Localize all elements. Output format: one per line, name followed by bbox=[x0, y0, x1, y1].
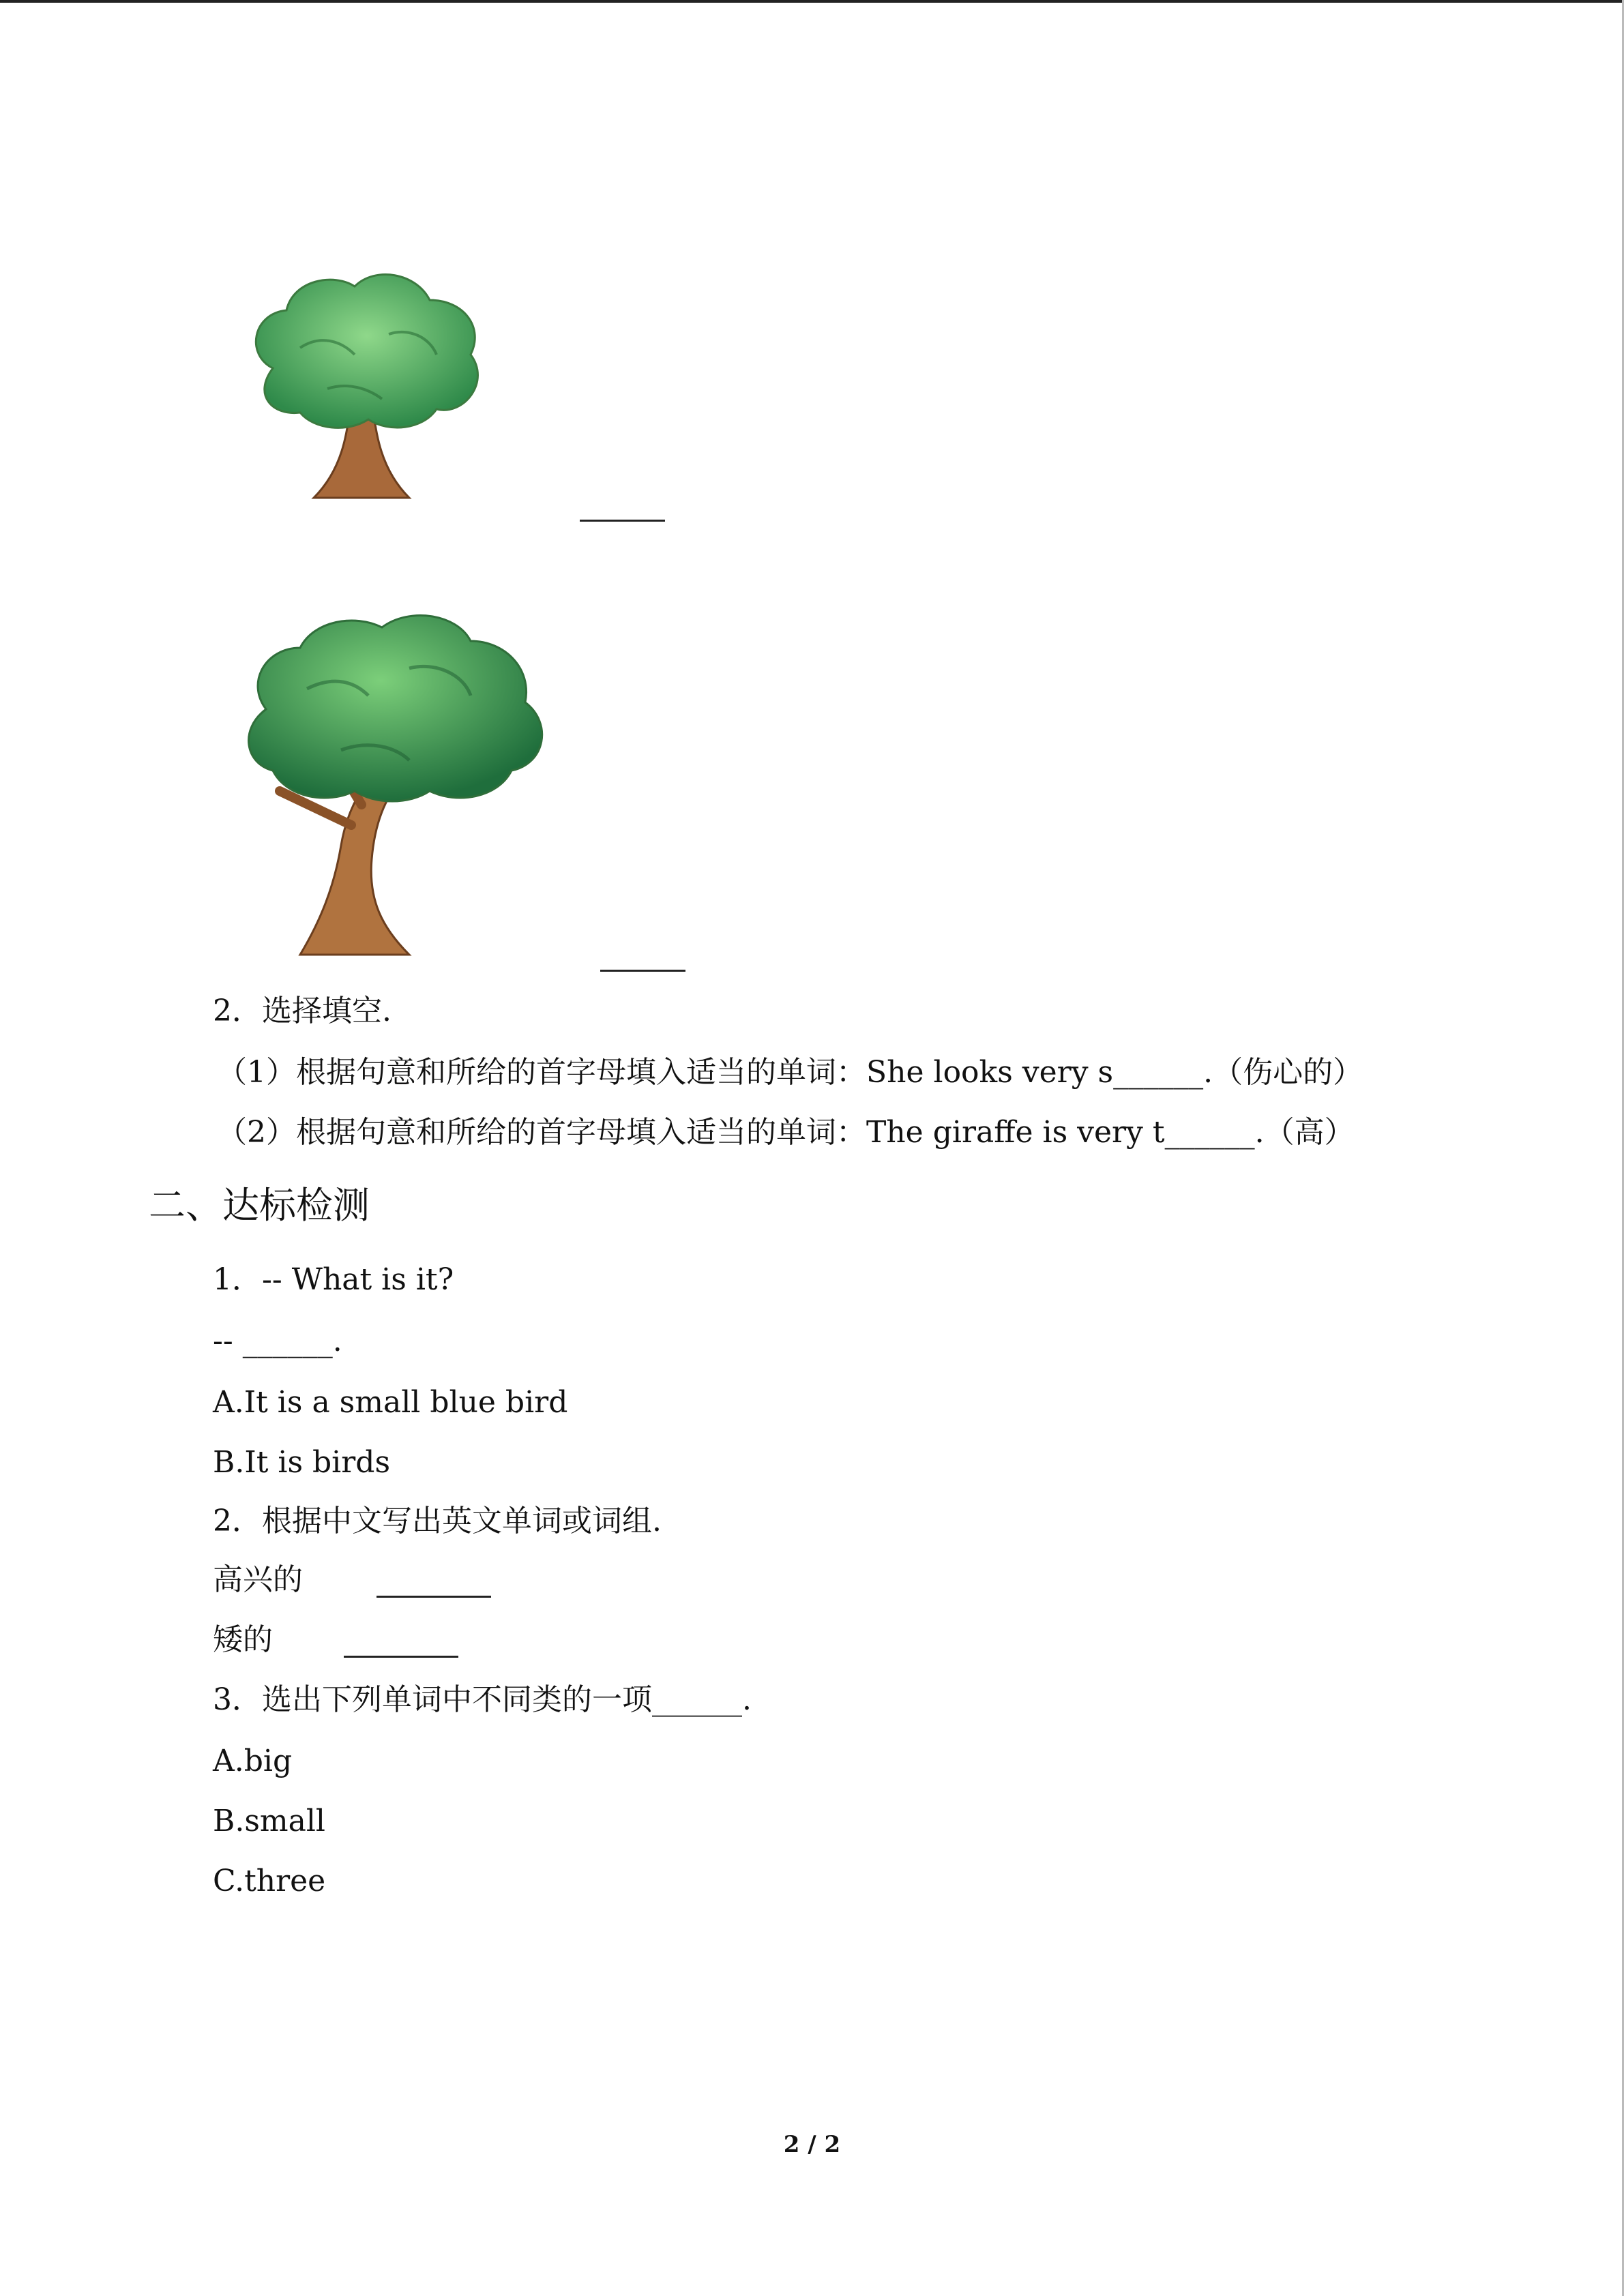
answer-blank-happy[interactable] bbox=[377, 1596, 491, 1598]
answer-blank-short[interactable] bbox=[344, 1656, 458, 1658]
answer-blank-tree2[interactable] bbox=[600, 970, 685, 972]
vocab-item-happy: 高兴的 bbox=[213, 1562, 303, 1597]
page-number: 2 / 2 bbox=[783, 2131, 841, 2158]
question-2-prompt: 2．根据中文写出英文单词或词组. bbox=[213, 1504, 662, 1538]
section-title: 二、达标检测 bbox=[149, 1184, 370, 1227]
question-3-option-a: A.big bbox=[213, 1744, 293, 1778]
question-1-answer: -- ______. bbox=[213, 1324, 342, 1358]
question-1-prompt: 1．-- What is it? bbox=[213, 1262, 454, 1297]
question-2-title: 2．选择填空. bbox=[213, 994, 392, 1028]
question-3-prompt: 3．选出下列单词中不同类的一项______. bbox=[213, 1682, 752, 1717]
page-top-border bbox=[0, 0, 1624, 3]
vocab-item-short: 矮的 bbox=[213, 1622, 273, 1657]
answer-blank-tree1[interactable] bbox=[580, 520, 665, 522]
question-3-option-b: B.small bbox=[213, 1804, 325, 1838]
question-1-option-a: A.It is a small blue bird bbox=[213, 1385, 568, 1420]
tree-leaning-tall-icon bbox=[205, 600, 573, 961]
tree-round-crown-icon bbox=[232, 252, 505, 511]
question-2-item-2: （2）根据句意和所给的首字母填入适当的单词：The giraffe is very t______.（高） bbox=[217, 1115, 1355, 1150]
question-3-option-c: C.three bbox=[213, 1864, 326, 1898]
question-1-option-b: B.It is birds bbox=[213, 1445, 391, 1480]
question-2-item-1: （1）根据句意和所给的首字母填入适当的单词：She looks very s______.（伤心的） bbox=[217, 1055, 1363, 1090]
